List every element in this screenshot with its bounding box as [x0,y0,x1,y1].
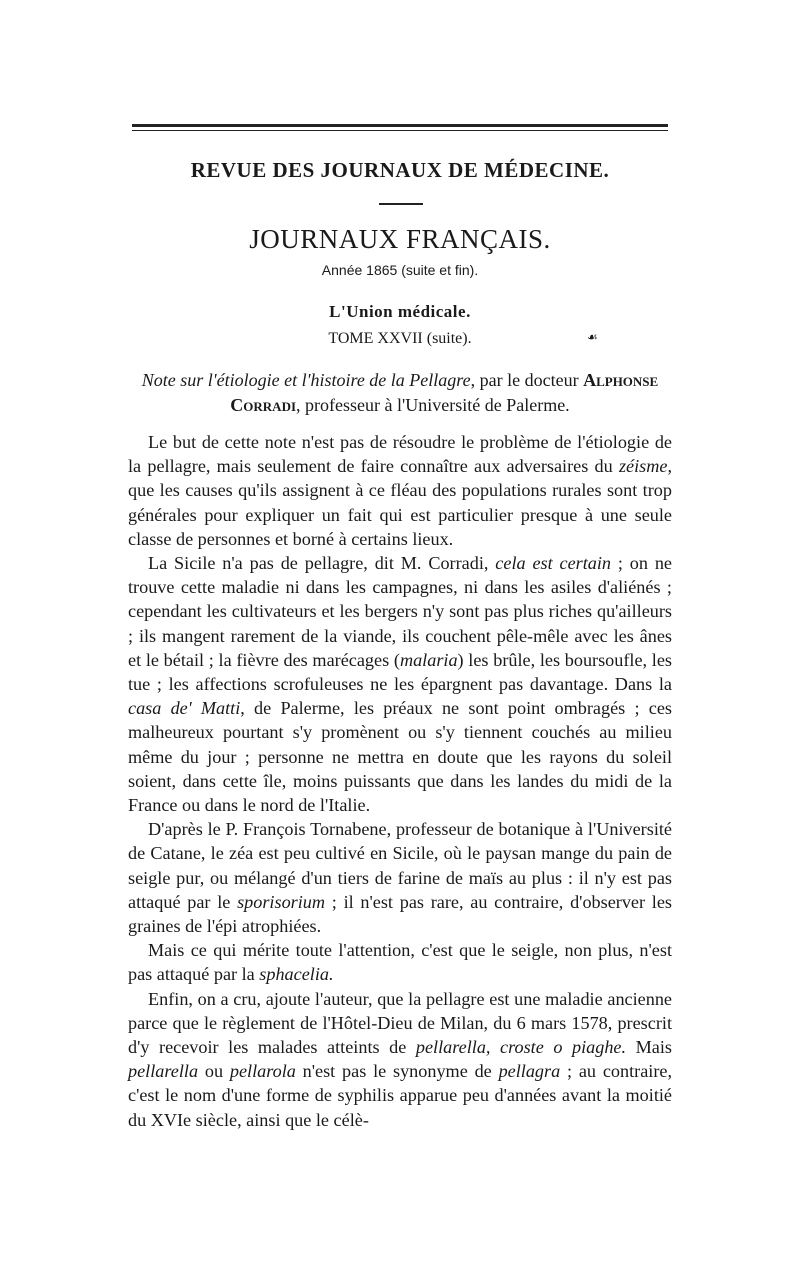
text-segment: , de Palerme, les préaux ne sont point ombragés ; ces malheureux pourtant s'y promènent ou s'y tiennent couchés au milieu même du jour ; personne ne mettra en doute que les rayons du soleil soient, dans cette île, moins puissants que dans les landes du midi de la France ou dans le nord de l'Italie. [128,698,672,816]
text-segment: ; il n'est pas rare, au contraire, d'observer les graines de l'épi atrophiées. [128,891,672,937]
note-title: Note sur l'étiologie et l'histoire de la Pellagre [141,370,471,390]
title-divider [379,203,423,205]
italic-text: sporisorium [237,891,326,912]
paragraph [128,430,672,551]
top-double-rule [132,124,668,131]
journal-name: L'Union médicale. [329,302,471,321]
text-segment: ) les brûle, les boursoufle, les tue ; les affections scrofuleuses ne les épargnent pas davantage. Dans la [128,649,672,695]
printer-mark: ☙ [587,330,598,344]
text-segment: , que les causes qu'ils assignent à ce fléau des populations rurales sont trop générales pour expliquer un fait qui est particulier presque à une seule classe de personnes et borné à certains lieux. [128,456,672,549]
italic-text: malaria [399,649,458,670]
text-segment: n'est pas le synonyme de [295,1061,499,1082]
note-affiliation: , professeur à l'Université de Palerme. [296,395,570,415]
italic-text: pellarella [128,1061,199,1082]
italic-text: cela est certain [495,553,612,574]
italic-text: pellarola [229,1061,296,1082]
paragraph [128,938,672,986]
italic-text: casa de' Matti [128,698,241,719]
note-by: , par le docteur [470,370,579,390]
paragraph [128,987,672,1132]
volume-line: TOME XXVII (suite). [328,330,472,347]
italic-text: pellagra [498,1061,561,1082]
text-segment: Le but de cette note n'est pas de résoudre le problème de l'étiologie de la pellagre, mais seulement de faire connaître aux adversaires du [128,432,672,477]
journal-title: JOURNAUX FRANÇAIS. [249,224,551,254]
italic-text: sphacelia. [259,964,334,985]
text-segment: La Sicile n'a pas de pellagre, dit M. Corradi, [148,553,496,574]
text-segment: Enfin, on a cru, ajoute l'auteur, que la pellagre est une maladie ancienne parce que le règlement de l'Hôtel-Dieu de Milan, du 6 mars 1578, prescrit d'y recevoir les malades atteints de [128,988,672,1058]
year-line: Année 1865 (suite et fin). [321,262,479,278]
section-title: REVUE DES JOURNAUX DE MÉDECINE. [190,158,610,182]
text-segment: ; au contraire, c'est le nom d'une forme de syphilis apparue peu d'années avant la moitié du XVIe siècle, ainsi que le célè- [128,1061,673,1130]
text-segment: D'après le P. François Tornabene, professeur de botanique à l'Université de Catane, le zéa est peu cultivé en Sicile, où le paysan mange du pain de seigle pur, ou mélangé d'un tiers de farine de maïs au plus : il n'y est pas attaqué par le [128,819,672,912]
note-author: Alphonse Corradi [230,370,659,415]
text-segment: ; on ne trouve cette maladie ni dans les campagnes, ni dans les asiles d'aliénés ; cependant les cultivateurs et les bergers n'y sont pas plus riches qu'ailleurs ; ils mangent rarement de la viande, ils couchent pêle-mêle avec les ânes et le bétail ; la fièvre des marécages ( [128,553,673,670]
article-body [128,430,672,1132]
paragraph [128,551,672,817]
text-segment: Mais [626,1037,672,1058]
italic-text: zéisme [618,456,668,477]
italic-text: pellarella, croste o piaghe. [415,1037,627,1058]
text-segment: Mais ce qui mérite toute l'attention, c'est que le seigle, non plus, n'est pas attaqué par la [128,940,672,985]
note-heading [128,368,672,418]
text-segment: ou [198,1061,230,1082]
paragraph [128,817,672,938]
